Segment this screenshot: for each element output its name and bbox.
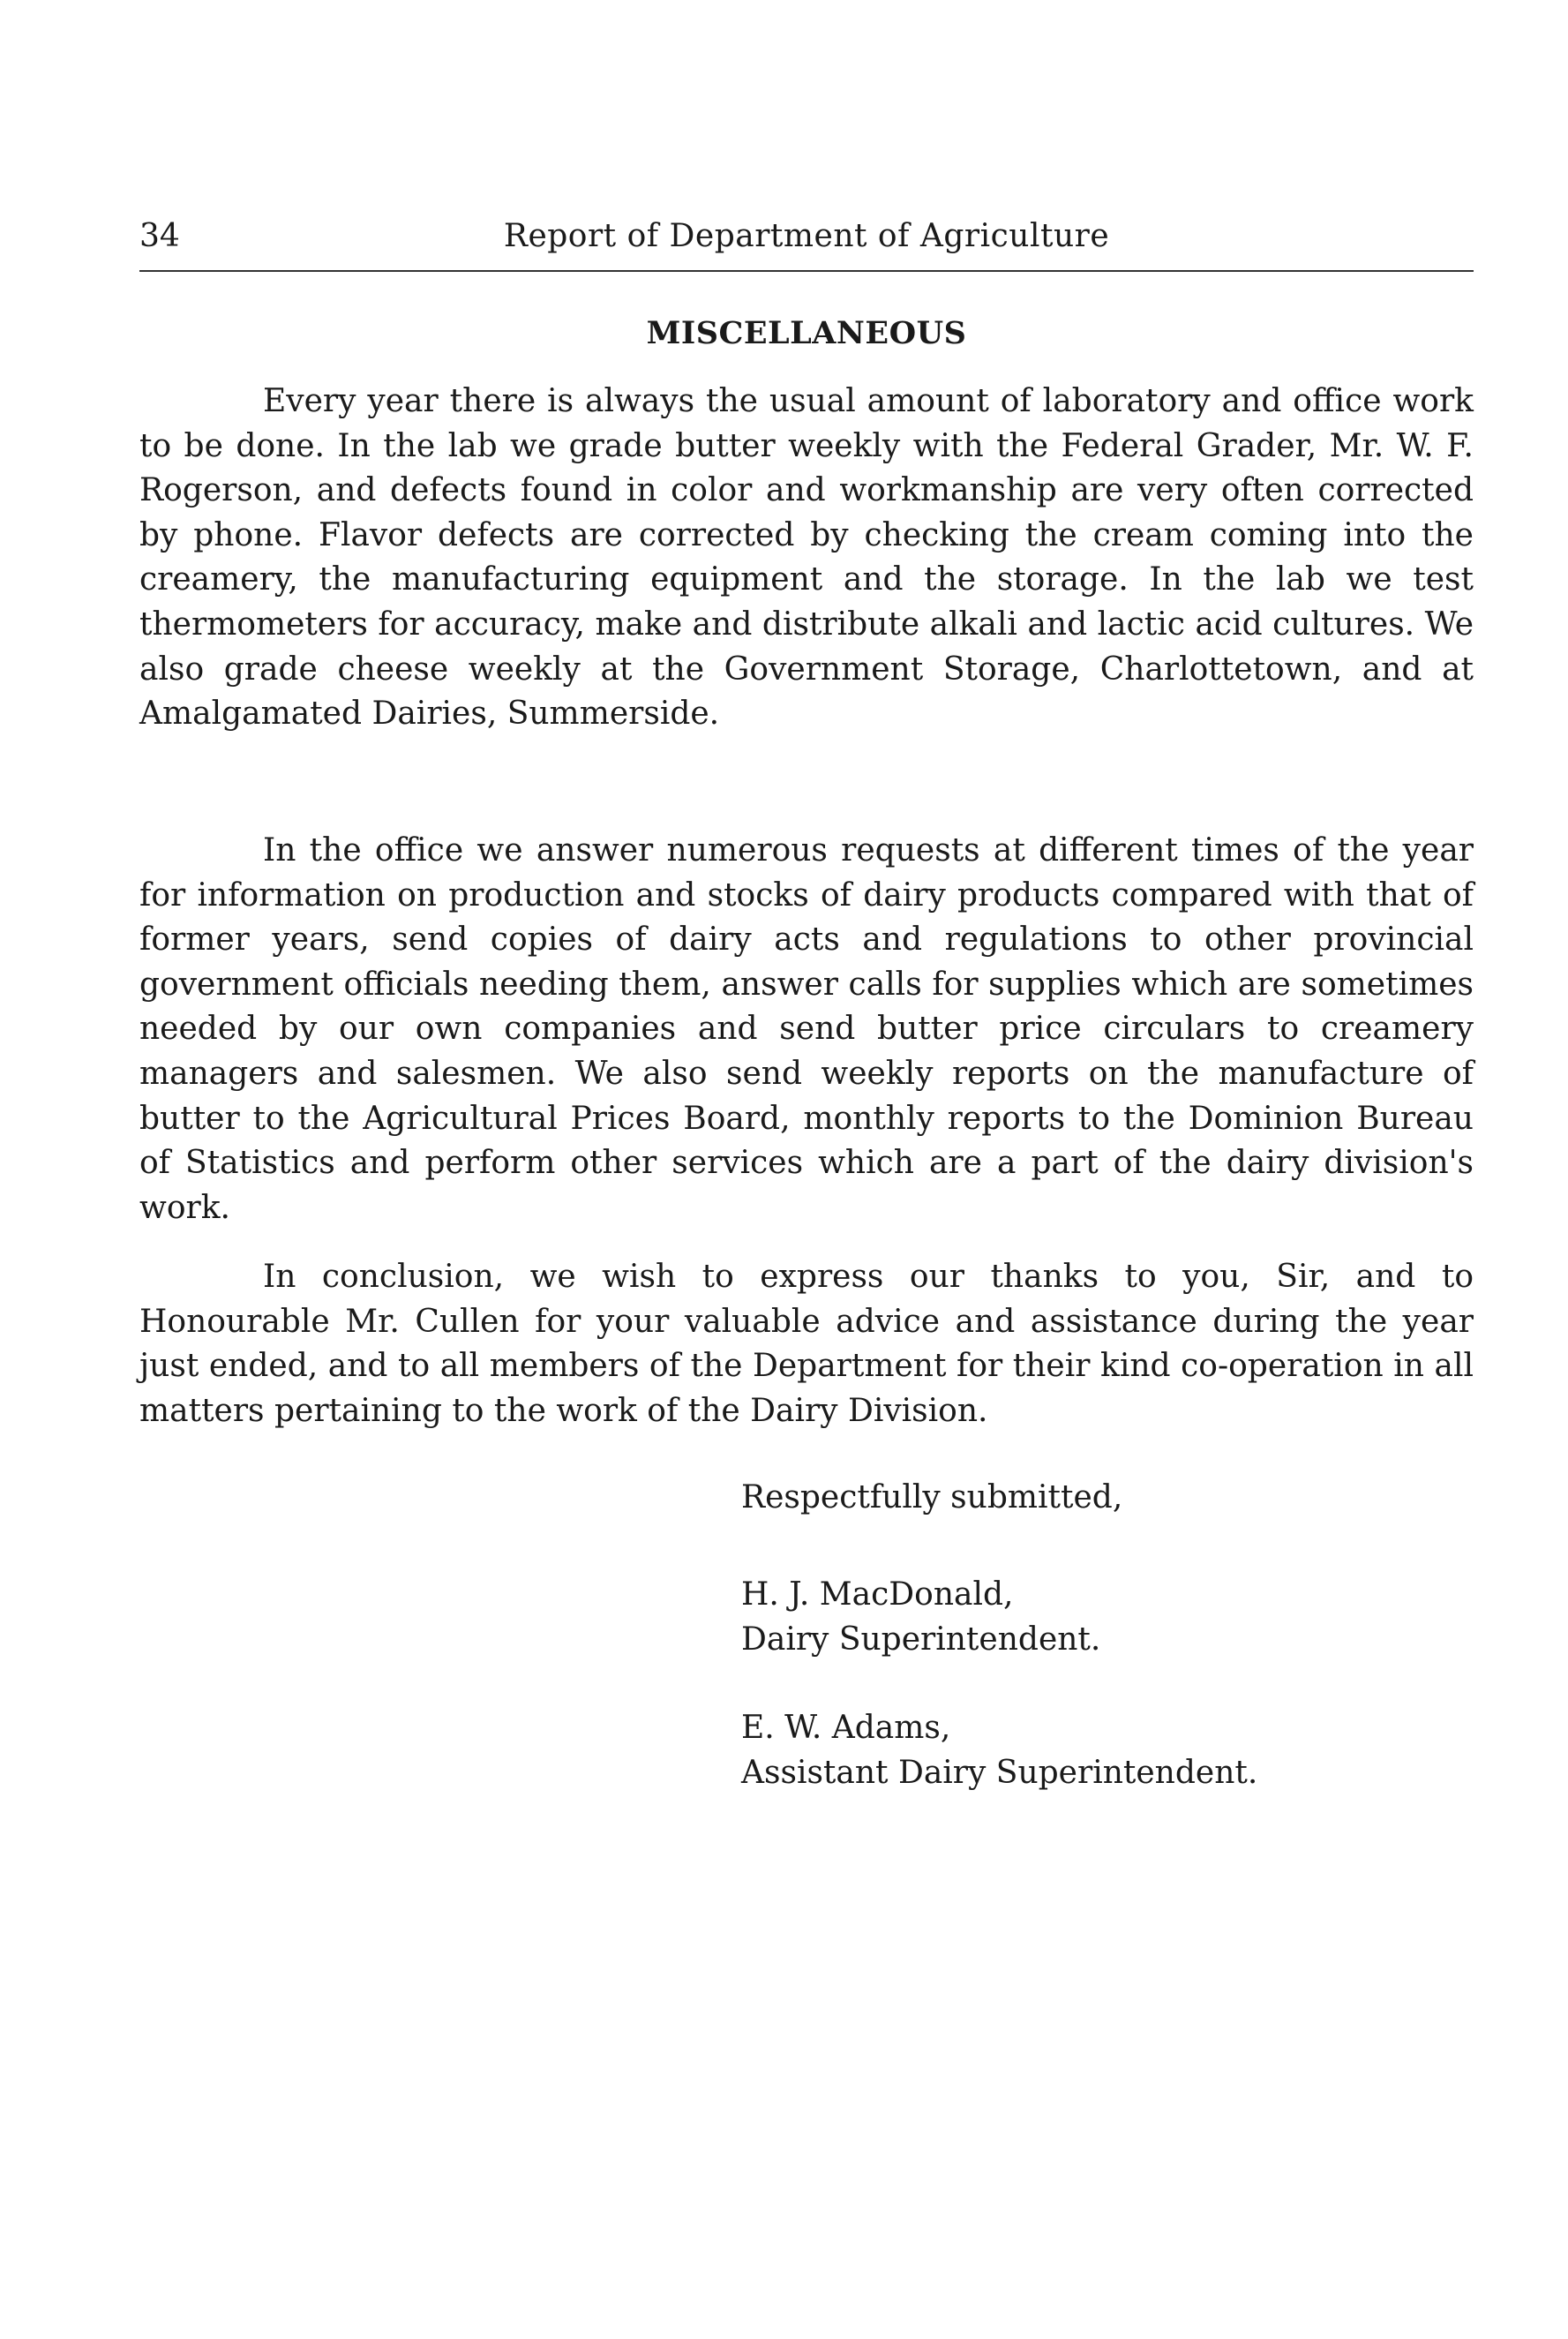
signatory-title: Dairy Superintendent. (741, 1621, 1101, 1658)
signature-block (741, 1706, 1465, 1795)
signatory-title: Assistant Dairy Superintendent. (741, 1754, 1258, 1791)
header-rule (139, 270, 1474, 272)
closing-text: Respectfully submitted, (741, 1479, 1123, 1515)
paragraph-conclusion: In conclusion, we wish to express our thanks to you, Sir, and to Honourable Mr. Cullen for your valuable advice and assistance during the year just ended, and to all members of the Department for their kind co-operation in all matters pertaining to the work of the Dairy Division. (139, 1259, 1474, 1429)
paragraph-laboratory-work: Every year there is always the usual amount of laboratory and office work to be done. In the lab we grade butter weekly with the Federal Grader, Mr. W. F. Rogerson, and defects found in color and workmanship are very often corrected by phone. Flavor defects are corrected by checking the cream coming into the creamery, the manufacturing equipment and the storage. In the lab we test thermometers for accuracy, make and distribute alkali and lactic acid cultures. We also grade cheese weekly at the Government Storage, Charlottetown, and at Amalgamated Dairies, Summerside. (139, 383, 1474, 733)
page-header (139, 210, 1474, 263)
section-heading: MISCELLANEOUS (646, 315, 967, 351)
closing-line (741, 1476, 1465, 1521)
page-number: 34 (139, 218, 180, 254)
signatory-name: E. W. Adams, (741, 1710, 951, 1746)
paragraph-office-work: In the office we answer numerous requests at different times of the year for information on production and stocks of dairy products compared with that of former years, send copies of dairy acts and regulations to other provincial government officials needing them, answer calls for supplies which are sometimes needed by our own companies and send butter price circulars to creamery managers and salesmen. We also send weekly reports on the manufacture of butter to the Agricultural Prices Board, monthly reports to the Dominion Bureau of Statistics and perform other services which are a part of the dairy division's work. (139, 832, 1474, 1226)
signatory-name: H. J. MacDonald, (741, 1576, 1014, 1613)
running-title: Report of Department of Agriculture (503, 218, 1110, 254)
signature-block (741, 1573, 1465, 1662)
